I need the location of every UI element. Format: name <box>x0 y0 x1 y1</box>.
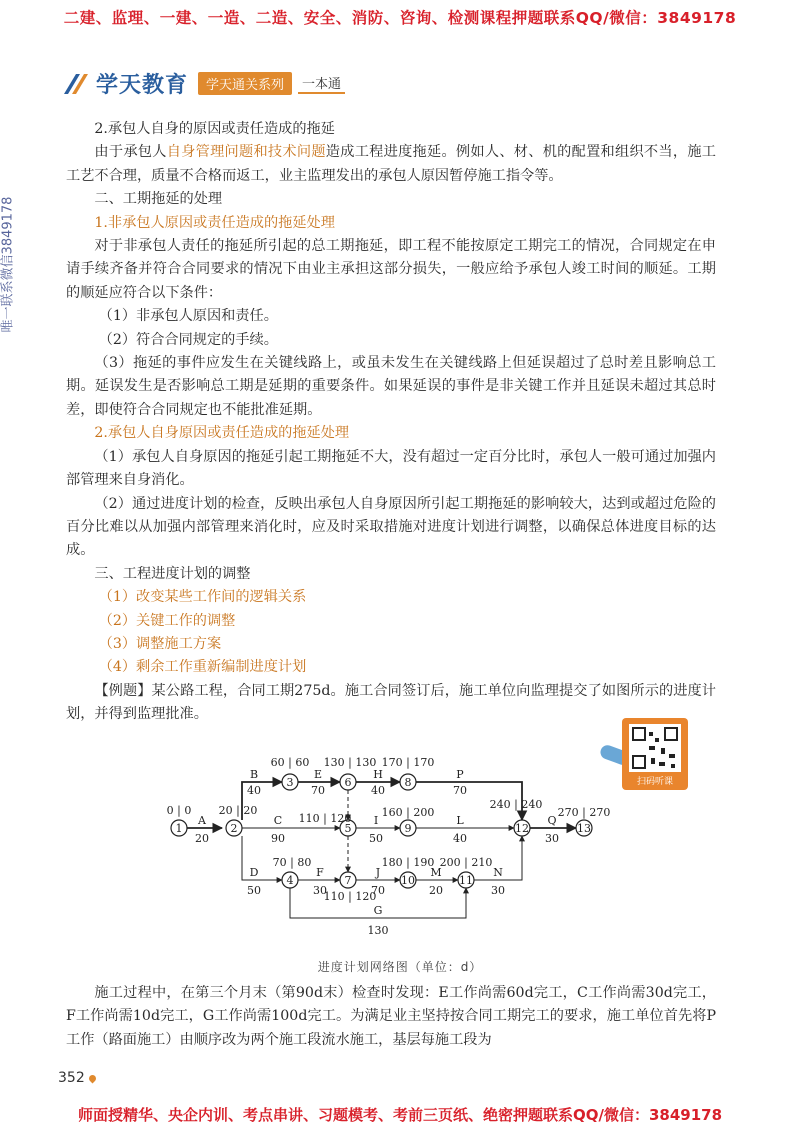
time-label: 240 | 240 <box>489 798 543 811</box>
activity-label: M <box>430 866 442 879</box>
activity-label: N <box>493 866 503 879</box>
activity-label: 30 <box>545 832 559 845</box>
qr-course-card[interactable] <box>622 718 688 790</box>
time-label: 70 | 80 <box>272 856 312 869</box>
paragraph-contractor-delay: 由于承包人自身管理问题和技术问题造成工程进度拖延。例如人、材、机的配置和组织不当，施工工艺不合理，质量不合格而返工，业主监理发出的承包人原因暂停施工指令等。 <box>66 144 716 184</box>
activity-label: 20 <box>429 884 443 897</box>
activity-label: 130 <box>367 924 389 937</box>
case-text <box>66 982 716 1052</box>
series-subtitle: 一本通 <box>298 73 345 94</box>
activity-label: A <box>198 814 206 827</box>
activity-label: F <box>316 866 324 879</box>
activity-label: 40 <box>247 784 261 797</box>
activity-label: J <box>375 866 381 879</box>
activity-label: E <box>313 768 323 781</box>
condition-2: （2）符合合同规定的手续。 <box>98 331 278 348</box>
node-label: 4 <box>286 874 294 887</box>
time-label: 110 | 120 <box>298 812 352 825</box>
activity-label: 20 <box>195 832 209 845</box>
activity-label: L <box>456 814 464 827</box>
node-label: 2 <box>230 822 238 835</box>
case-paragraph: 施工过程中，在第三个月末（第90d末）检查时发现：E工作尚需60d完工，C工作尚需30d完工，F工作尚需10d完工，G工作尚需100d完工。为满足业主坚持按合同工期完工的要求，施工单位首先将P工作（路面施工）由顺序改为两个施工段流水施工，基层每施工段为 <box>66 985 716 1048</box>
activity-label: 70 <box>371 884 385 897</box>
activity-label: C <box>273 814 283 827</box>
adjust-3: （3）调整施工方案 <box>98 635 222 652</box>
activity-label: Q <box>547 814 557 827</box>
heading-delay-handling: 二、工期拖延的处理 <box>94 191 223 208</box>
node-label: 7 <box>344 874 352 887</box>
time-label: 270 | 270 <box>557 806 611 819</box>
activity-label: D <box>249 866 259 879</box>
activity-label: 40 <box>453 832 467 845</box>
location-pin-icon <box>87 1074 97 1084</box>
activity-label: 40 <box>371 784 385 797</box>
node-label: 1 <box>175 822 183 835</box>
time-label: 170 | 170 <box>381 756 435 769</box>
node-label: 9 <box>404 822 412 835</box>
handling-2: （2）通过进度计划的检查，反映出承包人自身原因所引起工期拖延的影响较大，达到或超过危险的百分比难以从加强内部管理来消化时，应及时采取措施对进度计划进行调整，以确保总体进度目标的达成。 <box>66 495 716 559</box>
time-label: 200 | 210 <box>439 856 493 869</box>
activity-label: 90 <box>271 832 285 845</box>
top-promo-banner: 二建、监理、一建、一造、二造、安全、消防、咨询、检测课程押题联系QQ/微信：3849178 <box>63 9 737 27</box>
qr-label: 扫码听课 <box>636 777 673 787</box>
series-tag: 学天通关系列 <box>198 72 292 95</box>
activity-label: 70 <box>453 784 467 797</box>
example-intro: 【例题】某公路工程，合同工期275d。施工合同签订后，施工单位向监理提交了如图所示的进度计划，并得到监理批准。 <box>66 682 716 723</box>
activity-label: I <box>373 814 379 827</box>
node-label: 5 <box>344 822 352 835</box>
brand-header <box>62 68 345 99</box>
time-label: 20 | 20 <box>218 804 258 817</box>
node-label: 10 <box>401 874 415 887</box>
heading-schedule-adjust: 三、工程进度计划的调整 <box>94 565 251 582</box>
node-label: 11 <box>459 874 473 887</box>
node-label: 8 <box>404 776 412 789</box>
node-label: 12 <box>515 822 529 835</box>
paragraph-non-contractor: 对于非承包人责任的拖延所引起的总工期拖延，即工程不能按原定工期完工的情况，合同规定在申请手续齐备并符合合同要求的情况下由业主承担这部分损失，一般应给予承包人竣工时间的顺延。工期的顺延应符合以下条件： <box>66 238 716 301</box>
side-watermark: 唯一联系微信3849178 <box>0 196 16 333</box>
activity-label: G <box>373 904 383 917</box>
condition-3: （3）拖延的事件应发生在关键线路上，或虽未发生在关键线路上但延误超过了总时差且影响总工期。延误发生是否影响总工期是延期的重要条件。如果延误的事件是非关键工作并且延误未超过其总时差，即使符合合同规定也不能批准延期。 <box>66 355 716 418</box>
main-text <box>66 118 716 727</box>
page-number: 352 <box>58 1070 96 1086</box>
heading-non-contractor-delay: 1.非承包人原因或责任造成的拖延处理 <box>94 214 335 231</box>
brand-name: 学天教育 <box>96 73 189 98</box>
time-label: 110 | 120 <box>323 890 377 903</box>
activity-label: H <box>373 768 383 781</box>
activity-label: 70 <box>311 784 325 797</box>
adjust-2: （2）关键工作的调整 <box>98 612 236 629</box>
network-diagram <box>160 748 620 948</box>
activity-label: 30 <box>313 884 327 897</box>
brand-logo-icon <box>62 72 92 96</box>
heading-contractor-delay: 2.承包人自身的原因或责任造成的拖延 <box>94 121 335 137</box>
adjust-4: （4）剩余工作重新编制进度计划 <box>98 659 307 676</box>
adjust-1: （1）改变某些工作间的逻辑关系 <box>98 589 307 606</box>
time-label: 180 | 190 <box>381 856 435 869</box>
activity-label: 50 <box>247 884 261 897</box>
activity-label: 30 <box>491 884 505 897</box>
activity-label: P <box>456 768 464 781</box>
handling-1: （1）承包人自身原因的拖延引起工期拖延不大，没有超过一定百分比时，承包人一般可通过加强内部管理来自身消化。 <box>66 448 716 489</box>
bottom-promo-banner: 师面授精华、央企内训、考点串讲、习题模考、考前三页纸、绝密押题联系QQ/微信：3849178 <box>77 1106 723 1124</box>
node-label: 6 <box>344 776 352 789</box>
condition-1: （1）非承包人原因和责任。 <box>98 308 278 325</box>
time-label: 130 | 130 <box>323 756 377 769</box>
qr-code-icon <box>629 724 681 772</box>
diagram-caption: 进度计划网络图（单位：d） <box>317 960 483 974</box>
activity-label: B <box>249 768 259 781</box>
heading-contractor-handling: 2.承包人自身原因或责任造成的拖延处理 <box>94 425 350 442</box>
time-label: 160 | 200 <box>381 806 435 819</box>
time-label: 60 | 60 <box>270 756 310 769</box>
activity-label: 50 <box>369 832 383 845</box>
node-label: 13 <box>577 822 591 835</box>
node-label: 3 <box>286 776 294 789</box>
time-label: 0 | 0 <box>166 804 192 817</box>
